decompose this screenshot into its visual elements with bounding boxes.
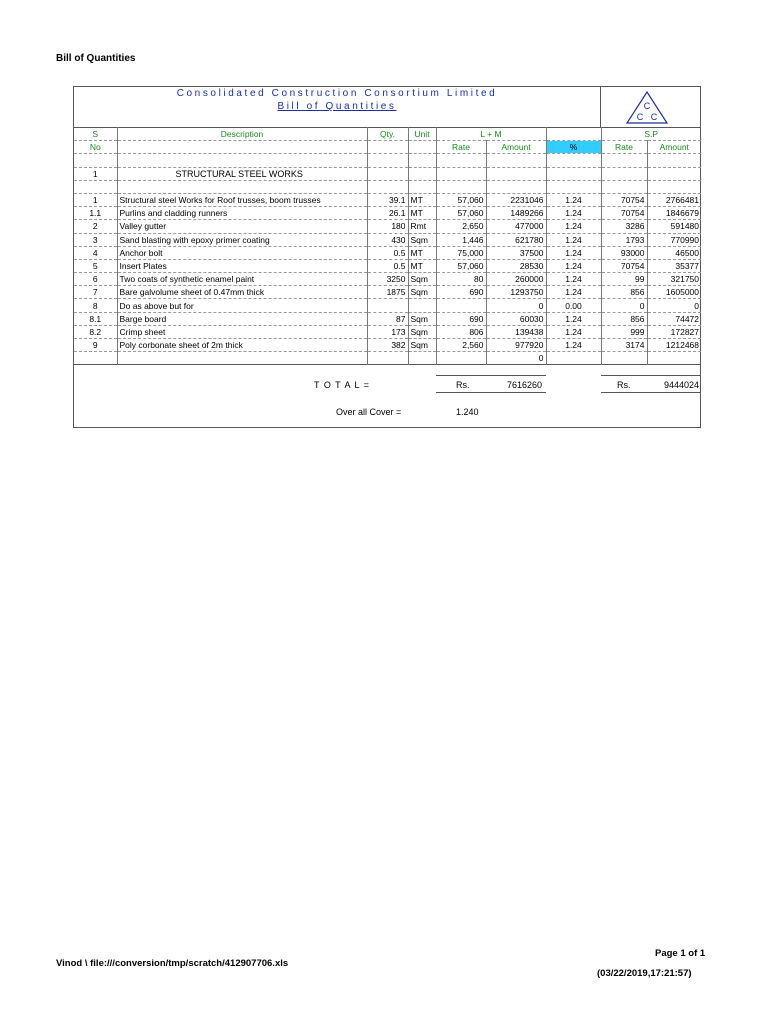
col-qty: Qty. bbox=[367, 128, 408, 141]
cell-sp-rate: 93000 bbox=[601, 246, 647, 259]
lm-total-box bbox=[436, 375, 546, 393]
cell-rate: 75,000 bbox=[436, 246, 486, 259]
cell-no: 5 bbox=[74, 259, 117, 272]
table-row bbox=[74, 233, 701, 246]
cell-unit: Rmt bbox=[408, 220, 436, 233]
table-row bbox=[74, 339, 701, 352]
section-no: 1 bbox=[74, 167, 117, 180]
cell-unit: Sqm bbox=[408, 233, 436, 246]
cell-unit: Sqm bbox=[408, 273, 436, 286]
blank-cell bbox=[117, 141, 367, 154]
cell-unit bbox=[408, 299, 436, 312]
table-row bbox=[74, 246, 701, 259]
cell-unit: MT bbox=[408, 246, 436, 259]
cell-pct: 1.24 bbox=[546, 325, 601, 338]
cell-no: 2 bbox=[74, 220, 117, 233]
cell-no: 3 bbox=[74, 233, 117, 246]
cell-sp-rate: 70754 bbox=[601, 259, 647, 272]
cell-sp-amount: 2766481 bbox=[647, 193, 701, 206]
cell-unit: MT bbox=[408, 193, 436, 206]
item-rows bbox=[74, 193, 701, 364]
table-row bbox=[74, 352, 701, 365]
cell-rate: 57,060 bbox=[436, 259, 486, 272]
cell-pct: 1.24 bbox=[546, 220, 601, 233]
cell-qty: 87 bbox=[367, 312, 408, 325]
cell-unit: Sqm bbox=[408, 286, 436, 299]
cell-amount: 260000 bbox=[486, 273, 546, 286]
lm-total: 7616260 bbox=[506, 380, 542, 391]
cell-pct: 1.24 bbox=[546, 273, 601, 286]
cell-sp-rate: 0 bbox=[601, 299, 647, 312]
cell-amount: 0 bbox=[486, 299, 546, 312]
cell-pct: 1.24 bbox=[546, 246, 601, 259]
cell-no: 1 bbox=[74, 193, 117, 206]
triangle-logo-icon bbox=[601, 87, 701, 127]
cell-no: 8.2 bbox=[74, 325, 117, 338]
sp-currency: Rs. bbox=[617, 380, 631, 391]
total-label: T O T A L = bbox=[314, 380, 370, 391]
cell-sp-rate: 99 bbox=[601, 273, 647, 286]
cover-label: Over all Cover = bbox=[336, 407, 402, 418]
cell-sp-rate: 3174 bbox=[601, 339, 647, 352]
cell-sp-amount: 1846679 bbox=[647, 207, 701, 220]
company-subtitle: Bill of Quantities bbox=[277, 101, 397, 112]
cell-no: 6 bbox=[74, 273, 117, 286]
table-row bbox=[74, 312, 701, 325]
cell-amount: 28530 bbox=[486, 259, 546, 272]
cell-desc: Barge board bbox=[117, 312, 367, 325]
cell-pct: 1.24 bbox=[546, 286, 601, 299]
logo-letter-top: C bbox=[643, 101, 651, 111]
cell-sp-rate bbox=[601, 352, 647, 365]
company-name: Consolidated Construction Consortium Limited bbox=[176, 88, 498, 99]
cell-unit: MT bbox=[408, 259, 436, 272]
spreadsheet-area bbox=[73, 86, 701, 428]
col-sp-rate: Rate bbox=[601, 141, 647, 154]
cell-pct: 1.24 bbox=[546, 312, 601, 325]
cell-qty: 0.5 bbox=[367, 259, 408, 272]
cell-no: 1.1 bbox=[74, 207, 117, 220]
cell-amount: 477000 bbox=[486, 220, 546, 233]
cell-desc: Valley gutter bbox=[117, 220, 367, 233]
cell-pct bbox=[546, 352, 601, 365]
table-row bbox=[74, 220, 701, 233]
cell-pct: 1.24 bbox=[546, 339, 601, 352]
cell-sp-amount: 46500 bbox=[647, 246, 701, 259]
cell-sp-amount: 35377 bbox=[647, 259, 701, 272]
table-row bbox=[74, 286, 701, 299]
table-row bbox=[74, 193, 701, 206]
cell-rate: 690 bbox=[436, 312, 486, 325]
cell-rate: 806 bbox=[436, 325, 486, 338]
cell-qty: 3250 bbox=[367, 273, 408, 286]
cell-sp-amount bbox=[647, 352, 701, 365]
blank-row bbox=[74, 180, 701, 193]
cell-no: 4 bbox=[74, 246, 117, 259]
table-row bbox=[74, 259, 701, 272]
col-pct-top bbox=[546, 128, 601, 141]
cell-sp-rate: 1793 bbox=[601, 233, 647, 246]
table-row bbox=[74, 273, 701, 286]
cell-sp-amount: 1212468 bbox=[647, 339, 701, 352]
cell-desc: Sand blasting with epoxy primer coating bbox=[117, 233, 367, 246]
cell-amount: 2231046 bbox=[486, 193, 546, 206]
cell-desc: Two coats of synthetic enamel paint bbox=[117, 273, 367, 286]
cell-unit: Sqm bbox=[408, 325, 436, 338]
cell-qty: 26.1 bbox=[367, 207, 408, 220]
cell-rate bbox=[436, 352, 486, 365]
sp-total: 9444024 bbox=[663, 380, 699, 391]
cell-amount: 139438 bbox=[486, 325, 546, 338]
col-sp-group: S.P bbox=[601, 128, 701, 141]
col-lm-amount: Amount bbox=[486, 141, 546, 154]
page-title: Bill of Quantities bbox=[56, 53, 136, 64]
cell-qty bbox=[367, 299, 408, 312]
cell-desc: Bare galvolume sheet of 0.47mm thick bbox=[117, 286, 367, 299]
cell-desc: Do as above but for bbox=[117, 299, 367, 312]
col-sno-top: S bbox=[74, 128, 117, 141]
cover-value: 1.240 bbox=[456, 407, 479, 418]
cell-amount: 0 bbox=[486, 352, 546, 365]
blank-cell bbox=[408, 141, 436, 154]
cell-qty: 382 bbox=[367, 339, 408, 352]
cell-amount: 1293750 bbox=[486, 286, 546, 299]
cell-desc bbox=[117, 352, 367, 365]
cell-desc: Purlins and cladding runners bbox=[117, 207, 367, 220]
header-row-1 bbox=[74, 128, 701, 141]
cell-unit: Sqm bbox=[408, 312, 436, 325]
cell-sp-rate: 70754 bbox=[601, 207, 647, 220]
cell-sp-rate: 70754 bbox=[601, 193, 647, 206]
cell-no bbox=[74, 352, 117, 365]
cell-no: 8.1 bbox=[74, 312, 117, 325]
cell-desc: Anchor bolt bbox=[117, 246, 367, 259]
page-number: Page 1 of 1 bbox=[655, 948, 706, 959]
cell-rate: 80 bbox=[436, 273, 486, 286]
cell-no: 7 bbox=[74, 286, 117, 299]
cell-rate: 690 bbox=[436, 286, 486, 299]
cell-qty: 39.1 bbox=[367, 193, 408, 206]
cell-amount: 37500 bbox=[486, 246, 546, 259]
section-title: STRUCTURAL STEEL WORKS bbox=[117, 167, 367, 180]
table-row bbox=[74, 299, 701, 312]
cell-desc: Poly corbonate sheet of 2m thick bbox=[117, 339, 367, 352]
col-sp-amount: Amount bbox=[647, 141, 701, 154]
col-percent: % bbox=[546, 141, 601, 154]
cell-sp-amount: 321750 bbox=[647, 273, 701, 286]
cell-pct: 1.24 bbox=[546, 259, 601, 272]
cell-desc: Crimp sheet bbox=[117, 325, 367, 338]
cell-sp-amount: 770990 bbox=[647, 233, 701, 246]
lm-currency: Rs. bbox=[456, 380, 470, 391]
cell-pct: 1.24 bbox=[546, 207, 601, 220]
cell-pct: 1.24 bbox=[546, 193, 601, 206]
table-row bbox=[74, 207, 701, 220]
cell-amount: 977920 bbox=[486, 339, 546, 352]
cell-rate: 2,560 bbox=[436, 339, 486, 352]
cell-sp-amount: 172827 bbox=[647, 325, 701, 338]
cell-qty: 1875 bbox=[367, 286, 408, 299]
header-row-2 bbox=[74, 141, 701, 154]
cell-unit: Sqm bbox=[408, 339, 436, 352]
cell-pct: 0.00 bbox=[546, 299, 601, 312]
company-header bbox=[74, 87, 600, 127]
cell-rate: 57,060 bbox=[436, 193, 486, 206]
cell-sp-rate: 856 bbox=[601, 312, 647, 325]
cell-qty: 173 bbox=[367, 325, 408, 338]
total-row bbox=[74, 365, 701, 434]
col-description: Description bbox=[117, 128, 367, 141]
cell-qty: 0.5 bbox=[367, 246, 408, 259]
blank-cell bbox=[367, 141, 408, 154]
cell-desc: Insert Plates bbox=[117, 259, 367, 272]
cell-amount: 1489266 bbox=[486, 207, 546, 220]
file-path: Vinod \ file:///conversion/tmp/scratch/412907706.xls bbox=[56, 958, 289, 969]
cell-desc: Structural steel Works for Roof trusses, boom trusses bbox=[117, 193, 367, 206]
cell-amount: 621780 bbox=[486, 233, 546, 246]
cell-rate: 2,650 bbox=[436, 220, 486, 233]
cell-qty bbox=[367, 352, 408, 365]
print-timestamp: (03/22/2019,17:21:57) bbox=[597, 968, 692, 979]
col-lm-rate: Rate bbox=[436, 141, 486, 154]
cell-no: 9 bbox=[74, 339, 117, 352]
logo-letter-left: C bbox=[636, 112, 644, 122]
cell-unit: MT bbox=[408, 207, 436, 220]
company-logo bbox=[600, 87, 702, 127]
cell-unit bbox=[408, 352, 436, 365]
col-lm-group: L + M bbox=[436, 128, 546, 141]
section-row bbox=[74, 167, 701, 180]
cell-sp-amount: 0 bbox=[647, 299, 701, 312]
cell-sp-amount: 1605000 bbox=[647, 286, 701, 299]
table-row bbox=[74, 325, 701, 338]
cell-rate bbox=[436, 299, 486, 312]
cell-qty: 180 bbox=[367, 220, 408, 233]
logo-letter-right: C bbox=[650, 112, 658, 122]
cell-pct: 1.24 bbox=[546, 233, 601, 246]
cell-no: 8 bbox=[74, 299, 117, 312]
cell-sp-amount: 74472 bbox=[647, 312, 701, 325]
cell-sp-amount: 591480 bbox=[647, 220, 701, 233]
cell-qty: 430 bbox=[367, 233, 408, 246]
cell-sp-rate: 856 bbox=[601, 286, 647, 299]
cell-sp-rate: 3286 bbox=[601, 220, 647, 233]
boq-table bbox=[74, 127, 701, 433]
sp-total-box bbox=[601, 375, 701, 393]
cell-sp-rate: 999 bbox=[601, 325, 647, 338]
blank-row bbox=[74, 154, 701, 167]
cell-amount: 60030 bbox=[486, 312, 546, 325]
col-unit: Unit bbox=[408, 128, 436, 141]
cell-rate: 1,446 bbox=[436, 233, 486, 246]
cell-rate: 57,060 bbox=[436, 207, 486, 220]
col-sno-bottom: No bbox=[74, 141, 117, 154]
